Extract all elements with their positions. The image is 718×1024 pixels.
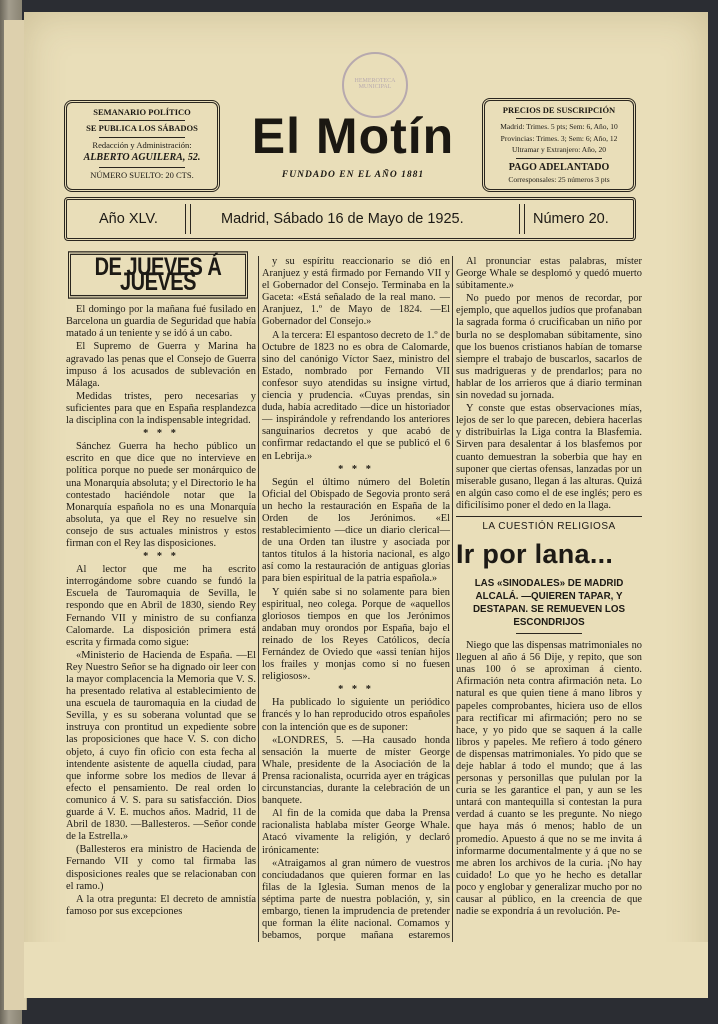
paragraph: El domingo por la mañana fué fusilado en Barcelona un guardia de Seguridad que había matado á un teniente y se idó á un cabo. (66, 304, 256, 340)
paragraph: El Supremo de Guerra y Marina ha agravado las penas que el Consejo de Guerra impuso á los acusados de sublevación en Málaga. (66, 341, 256, 389)
paragraph: Según el último número del Boletín Oficial del Obispado de Segovia pronto será un hecho la restauración en España de la Orden de los Jerónimos. «El restablecimiento —dice un diario clerical— de una Orden tan ilustre y asociada por tantos títulos á la historia nacional, es algo así como la restauración de antiguas glorias para bien espiritual de la patria española.» (262, 476, 450, 585)
newspaper-page (24, 12, 708, 998)
column-rule (258, 256, 259, 942)
founded-line: FUNDADO EN EL AÑO 1881 (281, 170, 425, 180)
paragraph: Niego que las dispensas matrimoniales no lleguen al año á 56 Dije, y repito, que son unas 100 ó se aproximan á ciento. Afirmación neta contra afirmación neta. Lo natural es que quien tiene á mano libros y papeles comprobantes, hiciera uso de ellos para rectificar mi afirmación; pero no se hace, y yo pido que se saquen á la calle libros y papeles. Me refiero á todo género de dispensas matrimoniales. Yo pido que se deje hablar á todo el mundo; que á las personas y personillas que pululan por la curia se les garantice el pan, y aun se les untará con mantequilla si contestan la pura verdad á cuanto se les pregunte. No niego que haya más ó menos; hablo de un promedio. Apuesto á que no se me invita á informarme documentalmente y á que no se me abren los archivos de la curia. ¡No hay cuidado! Lo que yo he hecho es detallar poco y englobar y generalizar mucho por no causar al público, en la creencia de que nadie se expondría á un revolución. Pe- (456, 640, 642, 918)
stamp-text: HEMEROTECA MUNICIPAL (354, 78, 396, 90)
paragraph: Al fin de la comida que daba la Prensa racionalista hablaba míster George Whale. Atacó vivamente la religión, y declaró irónicamente: (262, 808, 450, 856)
correspondents-note: Corresponsales: 25 números 3 pts (508, 175, 610, 185)
paragraph: Ha publicado lo siguiente un periódico francés y lo han reproducido otros españoles con la intención que es de suponer: (262, 697, 450, 733)
separator-stars: * * * (143, 551, 179, 563)
paragraph: Y conste que estas observaciones mías, lejos de ser lo que parecen, debiera hacerlas y distribuirlas la Liga contra la Blasfemia. Sirven para desalentar á los blasfemos por cuanto demuestran la soberbia que hay en suponer que ciertas ofensas, lanzadas por un miserable gusano, llegan á las alturas. Quizá en algún caso como el de ese inglés; pero es dificilísimo poner el dedo en la llaga. (456, 403, 642, 511)
issue-number: Número 20. (533, 211, 609, 227)
masthead-left-line2: SE PUBLICA LOS SÁBADOS (86, 123, 198, 134)
masthead-right-box (482, 98, 636, 192)
subscription-madrid: Madrid: Trimes. 5 pts; Sem: 6, Año, 10 (500, 122, 618, 132)
separator-stars: * * * (338, 684, 374, 696)
column-2 (262, 256, 450, 955)
issue-year: Año XLV. (99, 211, 158, 227)
separator-stars: * * * (143, 428, 179, 440)
dateline-bar (64, 197, 636, 241)
section-kicker: LA CUESTIÓN RELIGIOSA (456, 516, 642, 533)
paragraph: Y quién sabe si no solamente para bien espiritual, neo colega. Porque de «aquellos gloriosos tiempos en que los Jerónimos andaban muy orondos por España, bajo el reinado de los Reyes Católicos, decía Fernández de Oviedo que «assi tenían hijos los frailes y monjas como si no fuesen religiosos». (262, 586, 450, 683)
masthead-left-line3: Redacción y Administración: (92, 139, 192, 150)
section-title-jueves: DE JUEVES Á JUEVES (68, 251, 248, 299)
subscription-heading: PRECIOS DE SUSCRIPCIÓN (502, 105, 616, 115)
paragraph: Al lector que me ha escrito interrogándome sobre cuando se fundó la Escuela de Tauromaquia de Sevilla, le respondo que en Abril de 1830, siendo Rey Fernando VII y ministro de su confianza Calomarde. La disposición primera está escrita y firmada como sigue: (66, 564, 256, 648)
masthead-left-price: NÚMERO SUELTO: 20 CTS. (90, 169, 194, 180)
paragraph: A la otra pregunta: El decreto de amnistía famoso por sus excepciones (66, 893, 256, 917)
masthead-left-line1: SEMANARIO POLÍTICO (93, 107, 191, 117)
subscription-provincias: Provincias: Trimes. 3; Sem: 6; Año, 12 (500, 133, 618, 143)
paragraph: Al pronunciar estas palabras, míster George Whale se desplomó y quedó muerto súbitamente.» (456, 256, 642, 292)
masthead-left-box (64, 100, 220, 192)
paragraph: (Ballesteros era ministro de Hacienda de Fernando VII y como tal firmaba las disposiciones reales que se relacionaban con el ramo.) (66, 844, 256, 892)
newspaper-title: El Motín (251, 108, 455, 164)
paragraph: A la tercera: El espantoso decreto de 1.º de Octubre de 1823 no es obra de Calomarde, sino del canónigo Víctor Saez, ministro del Estado, nombrado por Fernando VII confesor suyo atendidas su insigne virtud, ciencia y prudencia. «Cuyas prendas, sin duda, había acreditado —dice un historiador— inspirándole y refrendando los anteriores sanguinarios decretos y que acabó de confirmar redactando el que se publicó el 6 en Lebrija.» (262, 329, 450, 462)
separator-stars: * * * (338, 463, 374, 475)
subscription-ultramar: Ultramar y Extranjero: Año, 20 (512, 145, 606, 155)
subhead-text: LAS «SINODALES» DE MADRID ALCALÁ. —QUIEREN TAPAR, Y DESTAPAN. SE REMUEVEN LOS ESCONDRIJOS (472, 578, 626, 629)
paragraph: Medidas tristes, pero necesarias y suficientes para que en España resplandezca la disciplina con la indispensable integridad. (66, 390, 256, 427)
column-rule (452, 256, 453, 942)
paragraph: Sánchez Guerra ha hecho público un escrito en que dice que no intervieve en política porque no puede ser monárquico de una Monarquía absoluta; y el Directorio le ha contestado haciéndole notar que la Monarquía española no es una Monarquía absoluta, ya que el Rey no resuelve sin consejo de sus actuales ministros y estos firman con el Rey las disposiciones. (66, 441, 256, 549)
payment-note: PAGO ADELANTADO (508, 161, 610, 173)
paragraph: «LONDRES, 5. —Ha causado honda sensación la muerte de míster George Whale, presidente de la Asociación de la Prensa racionalista, ocurrida ayer en trágicas circunstancias, durante la celebración de un banquete. (262, 734, 450, 807)
column-1 (66, 253, 256, 919)
dateline-divider (185, 204, 191, 234)
page-bottom-margin (24, 942, 708, 998)
masthead-left-address: ALBERTO AGUILERA, 52. (83, 152, 201, 164)
article-headline: Ir por lana... (456, 539, 614, 570)
dateline-divider (519, 204, 525, 234)
issue-date: Madrid, Sábado 16 de Mayo de 1925. (221, 211, 464, 227)
paragraph: y su espíritu reaccionario se dió en Aranjuez y está firmado por Fernando VII y el Gobernador del Consejo. Terminaba en la Gaceta: «Está señalado de la real mano. —Aranjuez, 1.º de Mayo de 1824. —El Gobernador del Consejo.» (262, 256, 450, 328)
paragraph: «Atraigamos al gran número de vuestros conciudadanos que quieren formar en las filas de la Iglesia. Suman menos de la séptima parte de nuestra población, y, sin embargo, tienen la imprudencia de pretender que forman la élite nacional. Comamos y bebamos, porque mañana estaremos (262, 857, 450, 942)
article-subhead (456, 577, 642, 634)
paragraph: No puedo por menos de recordar, por ejemplo, que aquellos judíos que profanaban la sagrada forma ó crucificaban un niño por burla no se desplomaban súbitamente, sino que los buenos cristianos habían de tomarse siempre el trabajo de buscarlos, sacarlos de sus madrigueras y de prendarlos; para no hablar de los arrieros que á diario terminan sin novedad su jornada. (456, 293, 642, 402)
column-3 (456, 256, 642, 919)
paragraph: «Ministerio de Hacienda de España. —El Rey Nuestro Señor se ha dignado oir leer con la mayor complacencia la Memoria que V. S. ha presentado relativa al establecimiento de una escuela de tauromaquia en la ciudad de Sevilla, y es su soberana voluntad que se instruya con prontitud un expediente sobre las proposiciones que hace V. S. con dicho objeto, á cuyo fin oficio con esta fecha al intendente asistente de aquella ciudad, para que informe sobre los medios de llevar á efecto el pensamiento. De real orden lo comunico á V. S. para su satisfacción. Dios guarde á V. E. muchos años. Madrid, 11 de Abril de 1830. —Ballesteros. —Señor conde de la Estrella.» (66, 649, 256, 843)
